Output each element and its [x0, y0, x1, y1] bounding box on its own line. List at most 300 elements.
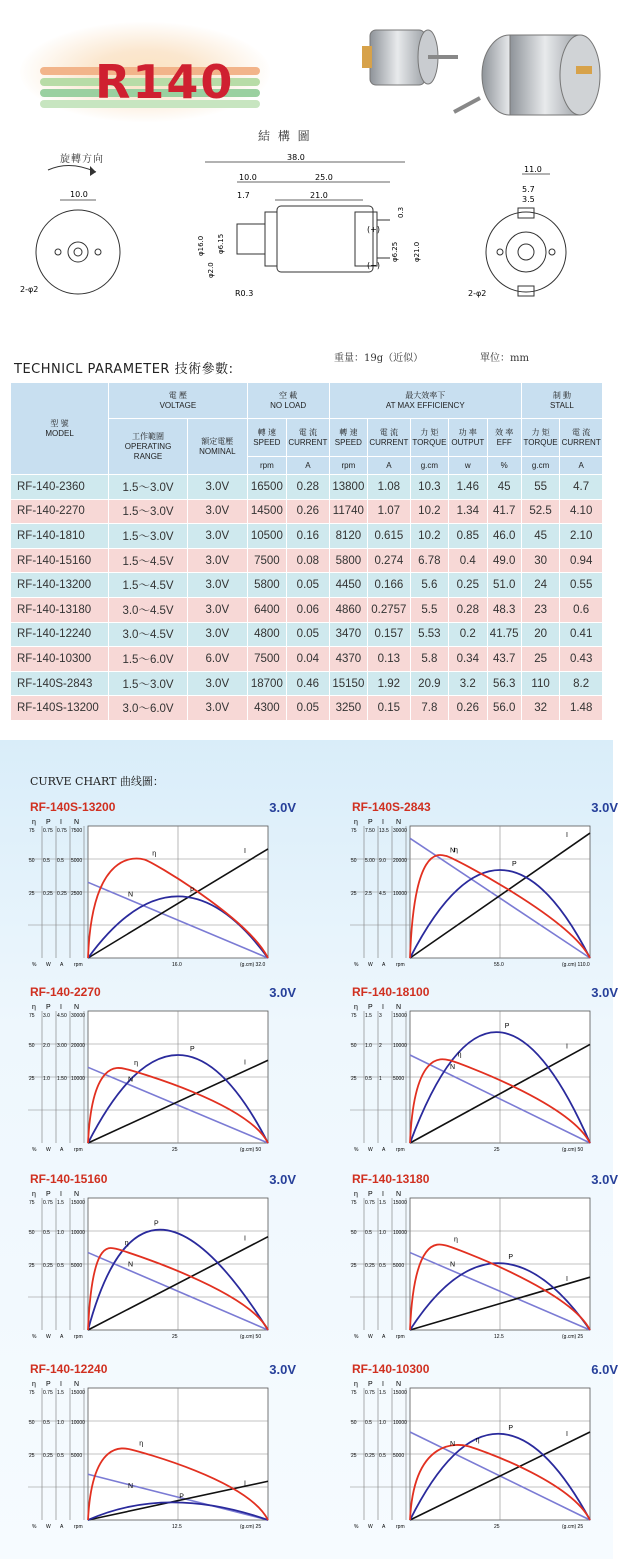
cell-e-out: 1.46 — [449, 475, 487, 500]
x-tick-label: (g.cm) 50 — [240, 1334, 262, 1340]
curve-label: I — [244, 1235, 246, 1243]
cell-e-eff: 41.75 — [487, 622, 521, 647]
tick-label: 1.5 — [379, 1200, 386, 1206]
cell-model: RF-140-13200 — [11, 573, 109, 598]
axis-header: N — [396, 1191, 402, 1198]
cell-e-speed: 4450 — [329, 573, 367, 598]
axis-unit: A — [382, 1147, 386, 1153]
curve-label: I — [566, 1276, 568, 1284]
axis-header: N — [396, 1381, 402, 1388]
chart-voltage: 3.0V — [591, 985, 618, 1000]
tick-label: 25 — [29, 1076, 35, 1082]
cell-e-eff: 46.0 — [487, 524, 521, 549]
cell-e-eff: 51.0 — [487, 573, 521, 598]
cell-nl-speed: 10500 — [247, 524, 286, 549]
tick-label: 1.5 — [379, 1390, 386, 1396]
curve-chart — [28, 800, 298, 980]
tick-label: 0.75 — [57, 828, 67, 834]
tick-label: 1.0 — [57, 1230, 64, 1236]
cell-nominal: 3.0V — [187, 499, 247, 524]
tick-label: 30000 — [393, 828, 407, 834]
chart-model: RF-140-18100 — [352, 985, 430, 999]
axis-header: N — [74, 819, 80, 826]
curve-label: η — [454, 846, 458, 854]
curve-label: η — [457, 1051, 462, 1059]
axis-header: I — [60, 1381, 62, 1388]
tick-label: 50 — [29, 1230, 35, 1236]
tick-label: 0.5 — [57, 858, 64, 864]
curve-label: N — [450, 1261, 456, 1269]
dim-d3: 1.7 — [237, 191, 250, 200]
tick-label: 10000 — [71, 1230, 85, 1236]
tick-label: 3.0 — [43, 1013, 50, 1019]
tick-label: 0.5 — [57, 1453, 64, 1459]
curve-label: I — [244, 847, 246, 855]
cell-nl-speed: 4800 — [247, 622, 286, 647]
cell-s-cur: 0.94 — [560, 548, 603, 573]
dim-right-d1: 11.0 — [524, 165, 542, 174]
tick-label: 2 — [379, 1043, 382, 1049]
cell-nl-speed: 7500 — [247, 647, 286, 672]
tick-label: 2.5 — [365, 891, 372, 897]
cell-s-cur: 8.2 — [560, 671, 603, 696]
axis-unit: W — [368, 1147, 373, 1153]
axis-header: η — [354, 819, 358, 826]
axis-header: N — [396, 1004, 402, 1011]
axis-unit: rpm — [74, 1524, 83, 1530]
cell-model: RF-140-1810 — [11, 524, 109, 549]
tick-label: 1.0 — [57, 1420, 64, 1426]
cell-nl-cur: 0.06 — [287, 597, 330, 622]
axis-header: N — [396, 819, 402, 826]
curve-plot — [350, 1190, 600, 1350]
tick-label: 0.25 — [43, 1263, 53, 1269]
table-row — [11, 499, 603, 524]
cell-nominal: 3.0V — [187, 548, 247, 573]
tick-label: 9.0 — [379, 858, 386, 864]
axis-header: η — [354, 1381, 358, 1388]
chart-model: RF-140-15160 — [30, 1172, 108, 1186]
tick-label: 15000 — [71, 1390, 85, 1396]
axis-header: P — [368, 819, 373, 826]
axis-header: η — [32, 819, 36, 826]
tick-label: 50 — [351, 1043, 357, 1049]
unit-w: w — [449, 457, 487, 475]
cell-e-torque: 6.78 — [410, 548, 448, 573]
dim-right-hole: 2-φ2 — [468, 289, 487, 298]
curve-plot — [350, 818, 600, 978]
curve-plot — [350, 1380, 600, 1540]
cell-nl-cur: 0.26 — [287, 499, 330, 524]
cell-e-torque: 7.8 — [410, 696, 448, 721]
curve-label: N — [450, 847, 456, 855]
cell-nominal: 3.0V — [187, 573, 247, 598]
cell-range: 1.5～3.0V — [109, 499, 188, 524]
tick-label: 15000 — [393, 1200, 407, 1206]
cell-e-torque: 10.2 — [410, 524, 448, 549]
chart-voltage: 3.0V — [269, 1172, 296, 1187]
dim-phi20: φ2.0 — [207, 262, 215, 278]
col-nl-speed: 轉 速 SPEED — [247, 419, 286, 457]
cell-nominal: 6.0V — [187, 647, 247, 672]
cell-e-out: 0.4 — [449, 548, 487, 573]
cell-s-cur: 4.10 — [560, 499, 603, 524]
tick-label: 50 — [351, 1420, 357, 1426]
x-tick-label: (g.cm) 32.0 — [240, 962, 266, 968]
axis-unit: A — [60, 1147, 64, 1153]
dim-left-width: 10.0 — [70, 190, 88, 199]
cell-e-out: 0.26 — [449, 696, 487, 721]
cell-e-speed: 11740 — [329, 499, 367, 524]
axis-unit: A — [382, 1334, 386, 1340]
cell-model: RF-140-2360 — [11, 475, 109, 500]
cell-range: 3.0～4.5V — [109, 597, 188, 622]
dim-d2: 25.0 — [315, 173, 333, 182]
cell-s-cur: 0.43 — [560, 647, 603, 672]
axis-unit: % — [354, 1147, 359, 1153]
cell-range: 1.5～6.0V — [109, 647, 188, 672]
tick-label: 20000 — [71, 1043, 85, 1049]
curve-label: P — [508, 1254, 514, 1262]
col-e-speed: 轉 速 SPEED — [329, 419, 367, 457]
curve-chart — [350, 800, 620, 980]
cell-e-cur: 0.13 — [368, 647, 411, 672]
col-stall: 制 動 STALL — [521, 383, 602, 419]
cell-e-cur: 0.274 — [368, 548, 411, 573]
axis-header: I — [60, 1004, 62, 1011]
axis-unit: A — [60, 1524, 64, 1530]
cell-model: RF-140-15160 — [11, 548, 109, 573]
cell-model: RF-140-10300 — [11, 647, 109, 672]
rotation-label: 旋轉方向 — [60, 154, 104, 165]
tick-label: 7.50 — [365, 828, 375, 834]
cell-nl-cur: 0.28 — [287, 475, 330, 500]
structure-title: 結 構 圖 — [258, 129, 312, 143]
axis-header: P — [46, 1191, 51, 1198]
curve-label: I — [566, 1431, 568, 1438]
axis-unit: A — [382, 962, 386, 968]
tick-label: 0.5 — [365, 1420, 372, 1426]
dim-phi615: φ6.15 — [217, 233, 225, 254]
tick-label: 3 — [379, 1013, 382, 1019]
cell-e-torque: 10.2 — [410, 499, 448, 524]
cell-s-cur: 2.10 — [560, 524, 603, 549]
tick-label: 5000 — [393, 1453, 405, 1459]
tick-label: 5000 — [71, 858, 83, 864]
col-s-torque: 力 矩 TORQUE — [521, 419, 559, 457]
cell-range: 1.5～4.5V — [109, 573, 188, 598]
cell-e-speed: 13800 — [329, 475, 367, 500]
tick-label: 2.0 — [43, 1043, 50, 1049]
tick-label: 20000 — [393, 858, 407, 864]
chart-voltage: 3.0V — [269, 800, 296, 815]
tick-label: 25 — [351, 1263, 357, 1269]
col-e-output: 功 率 OUTPUT — [449, 419, 487, 457]
curve-chart — [28, 1172, 298, 1352]
dim-right-d3: 3.5 — [522, 195, 535, 204]
tick-label: 25 — [351, 1076, 357, 1082]
tick-label: 10000 — [71, 1420, 85, 1426]
tick-label: 30000 — [71, 1013, 85, 1019]
tick-label: 25 — [351, 1453, 357, 1459]
tick-label: 75 — [351, 1390, 357, 1396]
unit-note: 單位：mm — [480, 353, 529, 364]
tick-label: 1.5 — [365, 1013, 372, 1019]
cell-e-eff: 41.7 — [487, 499, 521, 524]
dim-phi21: φ21.0 — [413, 241, 421, 262]
x-tick-label: (g.cm) 110.0 — [562, 962, 590, 968]
x-tick-label: (g.cm) 25 — [562, 1334, 584, 1340]
tick-label: 50 — [351, 858, 357, 864]
curve-label: I — [566, 1043, 568, 1051]
dim-left-hole: 2-φ2 — [20, 285, 39, 294]
axis-header: I — [382, 1381, 384, 1388]
col-max-efficiency: 最大效率下 AT MAX EFFICIENCY — [329, 383, 521, 419]
cell-e-speed: 3250 — [329, 696, 367, 721]
axis-unit: rpm — [396, 1147, 405, 1153]
curve-plot — [28, 1003, 278, 1163]
tick-label: 75 — [29, 1200, 35, 1206]
curve-label: P — [190, 1046, 195, 1053]
cell-e-torque: 5.8 — [410, 647, 448, 672]
curve-label: P — [154, 1220, 159, 1228]
axis-unit: W — [368, 962, 373, 968]
axis-header: N — [74, 1004, 80, 1011]
cell-range: 1.5～4.5V — [109, 548, 188, 573]
tick-label: 25 — [29, 891, 35, 897]
tick-label: 0.75 — [365, 1200, 375, 1206]
curve-chart — [28, 1362, 298, 1542]
tick-label: 75 — [351, 828, 357, 834]
curve-label: N — [128, 1261, 134, 1269]
tick-label: 0.5 — [365, 1076, 372, 1082]
chart-model: RF-140-12240 — [30, 1362, 108, 1376]
axis-unit: rpm — [396, 1334, 405, 1340]
cell-s-torque: 52.5 — [521, 499, 559, 524]
tick-label: 50 — [351, 1230, 357, 1236]
rear-view-drawing — [462, 160, 602, 310]
curve-label: N — [450, 1441, 456, 1448]
cell-range: 1.5～3.0V — [109, 524, 188, 549]
cell-s-torque: 30 — [521, 548, 559, 573]
tick-label: 25 — [29, 1263, 35, 1269]
cell-s-torque: 55 — [521, 475, 559, 500]
x-tick-label: 25 — [172, 1147, 178, 1153]
side-view-drawing — [175, 150, 435, 310]
curve-label: η — [124, 1240, 129, 1248]
dim-right-d2: 5.7 — [522, 185, 535, 194]
tick-label: 25 — [29, 1453, 35, 1459]
curve-section — [0, 740, 618, 1559]
axis-unit: % — [354, 962, 359, 968]
tick-label: 1.0 — [365, 1043, 372, 1049]
curve-plot — [28, 1380, 278, 1540]
axis-header: N — [74, 1381, 80, 1388]
curve-label: η — [475, 1437, 480, 1445]
curve-label: N — [128, 1483, 134, 1491]
col-e-eff: 效 率 EFF — [487, 419, 521, 457]
x-tick-label: 25 — [172, 1334, 178, 1340]
cell-nl-cur: 0.05 — [287, 622, 330, 647]
table-row — [11, 524, 603, 549]
axis-unit: % — [32, 1334, 37, 1340]
dim-d5: 0.3 — [397, 206, 405, 218]
col-operating-range: 工作範圍 OPERATING RANGE — [109, 419, 188, 475]
cell-e-out: 0.34 — [449, 647, 487, 672]
curve-label: P — [190, 887, 195, 895]
cell-s-cur: 0.6 — [560, 597, 603, 622]
cell-e-speed: 8120 — [329, 524, 367, 549]
cell-model: RF-140S-2843 — [11, 671, 109, 696]
axis-unit: W — [46, 1524, 51, 1530]
cell-model: RF-140-13180 — [11, 597, 109, 622]
cell-e-cur: 1.92 — [368, 671, 411, 696]
cell-e-out: 1.34 — [449, 499, 487, 524]
dim-total: 38.0 — [287, 153, 305, 162]
axis-unit: W — [368, 1334, 373, 1340]
cell-e-cur: 0.2757 — [368, 597, 411, 622]
x-tick-label: 25 — [494, 1147, 500, 1153]
col-nominal: 額定電壓 NOMINAL — [187, 419, 247, 475]
cell-nl-cur: 0.04 — [287, 647, 330, 672]
axis-unit: W — [46, 962, 51, 968]
cell-range: 3.0～6.0V — [109, 696, 188, 721]
tick-label: 15000 — [393, 1390, 407, 1396]
axis-header: I — [382, 1004, 384, 1011]
chart-voltage: 3.0V — [591, 800, 618, 815]
col-e-current: 電 流 CURRENT — [368, 419, 411, 457]
chart-model: RF-140-13180 — [352, 1172, 430, 1186]
cell-s-torque: 32 — [521, 696, 559, 721]
tick-label: 7500 — [71, 828, 83, 834]
axis-header: η — [354, 1191, 358, 1198]
axis-header: P — [368, 1381, 373, 1388]
cell-s-torque: 110 — [521, 671, 559, 696]
curve-label: N — [128, 1076, 134, 1084]
cell-s-cur: 0.41 — [560, 622, 603, 647]
tick-label: 0.75 — [43, 1390, 53, 1396]
col-voltage: 電 壓 VOLTAGE — [109, 383, 248, 419]
x-tick-label: 25 — [494, 1524, 500, 1530]
tick-label: 0.5 — [365, 1230, 372, 1236]
axis-header: P — [46, 1004, 51, 1011]
cell-e-cur: 1.07 — [368, 499, 411, 524]
cell-e-out: 3.2 — [449, 671, 487, 696]
axis-unit: % — [32, 1524, 37, 1530]
cell-e-speed: 4370 — [329, 647, 367, 672]
cell-e-eff: 48.3 — [487, 597, 521, 622]
axis-header: N — [74, 1191, 80, 1198]
tick-label: 50 — [29, 1043, 35, 1049]
curve-label: η — [139, 1440, 144, 1448]
tick-label: 5000 — [393, 1263, 405, 1269]
axis-header: P — [368, 1191, 373, 1198]
dim-d1: 10.0 — [239, 173, 257, 182]
cell-range: 1.5～3.0V — [109, 671, 188, 696]
chart-model: RF-140S-2843 — [352, 800, 431, 814]
curve-plot — [350, 1003, 600, 1163]
axis-header: P — [46, 1381, 51, 1388]
cell-e-speed: 15150 — [329, 671, 367, 696]
cell-e-cur: 0.166 — [368, 573, 411, 598]
product-title: R140 — [95, 55, 235, 109]
cell-nl-speed: 6400 — [247, 597, 286, 622]
cell-e-torque: 5.53 — [410, 622, 448, 647]
chart-model: RF-140-2270 — [30, 985, 101, 999]
unit-gcm: g.cm — [521, 457, 559, 475]
tick-label: 50 — [29, 858, 35, 864]
table-row — [11, 475, 603, 500]
cell-nl-cur: 0.05 — [287, 573, 330, 598]
curve-chart-title: CURVE CHART 曲线圖： — [30, 775, 164, 788]
curve-chart — [350, 985, 620, 1165]
cell-e-eff: 43.7 — [487, 647, 521, 672]
table-row — [11, 573, 603, 598]
tick-label: 75 — [29, 828, 35, 834]
tick-label: 0.5 — [43, 1420, 50, 1426]
axis-unit: rpm — [396, 962, 405, 968]
curve-chart — [350, 1172, 620, 1352]
cell-e-out: 0.85 — [449, 524, 487, 549]
curve-label: η — [134, 1060, 138, 1068]
tick-label: 0.5 — [379, 1453, 386, 1459]
cell-nl-cur: 0.05 — [287, 696, 330, 721]
cell-nl-speed: 4300 — [247, 696, 286, 721]
tick-label: 1.0 — [379, 1230, 386, 1236]
curve-label: η — [454, 1236, 458, 1244]
x-tick-label: (g.cm) 50 — [240, 1147, 262, 1153]
axis-unit: A — [60, 1334, 64, 1340]
cell-e-cur: 1.08 — [368, 475, 411, 500]
axis-unit: rpm — [74, 962, 83, 968]
weight-note: 重量：19g（近似） — [334, 353, 424, 364]
tick-label: 75 — [29, 1390, 35, 1396]
cell-e-eff: 45 — [487, 475, 521, 500]
col-nl-current: 電 流 CURRENT — [287, 419, 330, 457]
cell-e-torque: 10.3 — [410, 475, 448, 500]
table-row — [11, 597, 603, 622]
table-row — [11, 696, 603, 721]
tick-label: 10000 — [393, 1420, 407, 1426]
cell-model: RF-140-2270 — [11, 499, 109, 524]
spec-section — [0, 0, 613, 740]
tick-label: 0.5 — [43, 858, 50, 864]
cell-e-speed: 3470 — [329, 622, 367, 647]
cell-e-speed: 4860 — [329, 597, 367, 622]
axis-unit: rpm — [74, 1334, 83, 1340]
cell-s-cur: 0.55 — [560, 573, 603, 598]
cell-s-cur: 4.7 — [560, 475, 603, 500]
axis-unit: % — [354, 1334, 359, 1340]
axis-header: η — [354, 1004, 358, 1011]
table-row — [11, 622, 603, 647]
cell-s-torque: 23 — [521, 597, 559, 622]
cell-nl-cur: 0.16 — [287, 524, 330, 549]
axis-unit: W — [368, 1524, 373, 1530]
cell-nl-speed: 18700 — [247, 671, 286, 696]
tick-label: 75 — [351, 1013, 357, 1019]
curve-label: η — [152, 850, 157, 858]
curve-plot — [28, 1190, 278, 1350]
cell-e-out: 0.25 — [449, 573, 487, 598]
tick-label: 2500 — [71, 891, 83, 897]
curve-label: P — [512, 861, 517, 868]
tick-label: 0.75 — [43, 828, 53, 834]
motor-photo — [358, 20, 608, 125]
tick-label: 0.75 — [43, 1200, 53, 1206]
axis-unit: rpm — [396, 1524, 405, 1530]
cell-nominal: 3.0V — [187, 622, 247, 647]
